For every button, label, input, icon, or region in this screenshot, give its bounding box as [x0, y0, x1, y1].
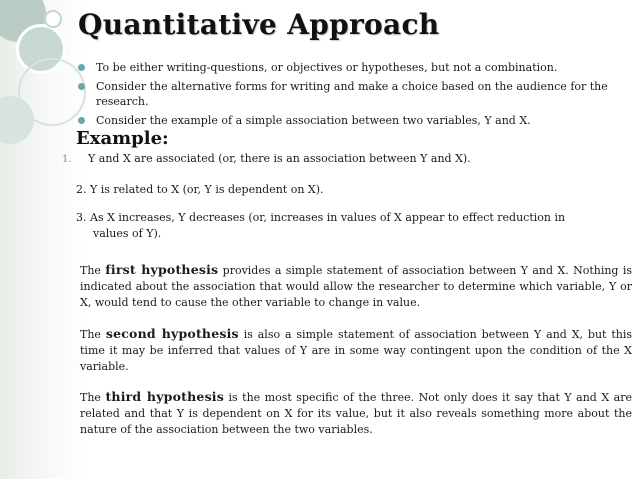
paragraph-lead: The: [80, 328, 101, 341]
example-item-2: [76, 183, 632, 196]
paragraph-body: is also a simple statement of association between Y and X, but this time it may be inferred that values of Y are in some way contingent upon the condition of the X variable.: [80, 328, 633, 373]
paragraph-body: is the most specific of the three. Not only does it say that Y and X are related and that Y is dependent on X for its value, but it also reveals something more about the nature of the association between the two variables.: [80, 391, 632, 436]
decorative-circle: [44, 10, 62, 28]
bullet-item: To be either writing-questions, or objectives or hypotheses, but not a combination.: [76, 60, 632, 75]
bullet-list: [76, 60, 632, 132]
example-number: 3.: [76, 211, 87, 224]
paragraph-keyword: second hypothesis: [105, 326, 239, 341]
example-number: 2.: [76, 183, 87, 196]
example-number: 1.: [62, 154, 72, 165]
example-item-3: [76, 210, 632, 242]
paragraph-lead: The: [80, 391, 101, 404]
slide-title: Quantitative Approach: [78, 8, 440, 41]
bullet-item: Consider the alternative forms for writing and make a choice based on the audience for the research.: [76, 79, 632, 109]
example-text: Y is related to X (or, Y is dependent on X).: [90, 183, 324, 196]
paragraph-third-hypothesis: [80, 389, 632, 438]
paragraph-body: provides a simple statement of association between Y and X. Nothing is indicated about the association that would allow the researcher to determine which variable, Y or X, would tend to cause the other variable to change in value.: [80, 264, 632, 309]
example-text-continuation: values of Y).: [93, 227, 162, 240]
paragraph-second-hypothesis: [80, 326, 632, 375]
example-heading: Example:: [76, 128, 169, 149]
example-text: As X increases, Y decreases (or, increases in values of X appear to effect reduction in: [90, 211, 566, 224]
paragraph-lead: The: [80, 264, 101, 277]
bullet-item: Consider the example of a simple association between two variables, Y and X.: [76, 113, 632, 128]
example-item-1: [62, 152, 622, 165]
paragraph-keyword: first hypothesis: [105, 262, 219, 277]
example-text: Y and X are associated (or, there is an association between Y and X).: [88, 152, 471, 165]
paragraph-first-hypothesis: [80, 262, 632, 311]
paragraph-keyword: third hypothesis: [105, 389, 224, 404]
